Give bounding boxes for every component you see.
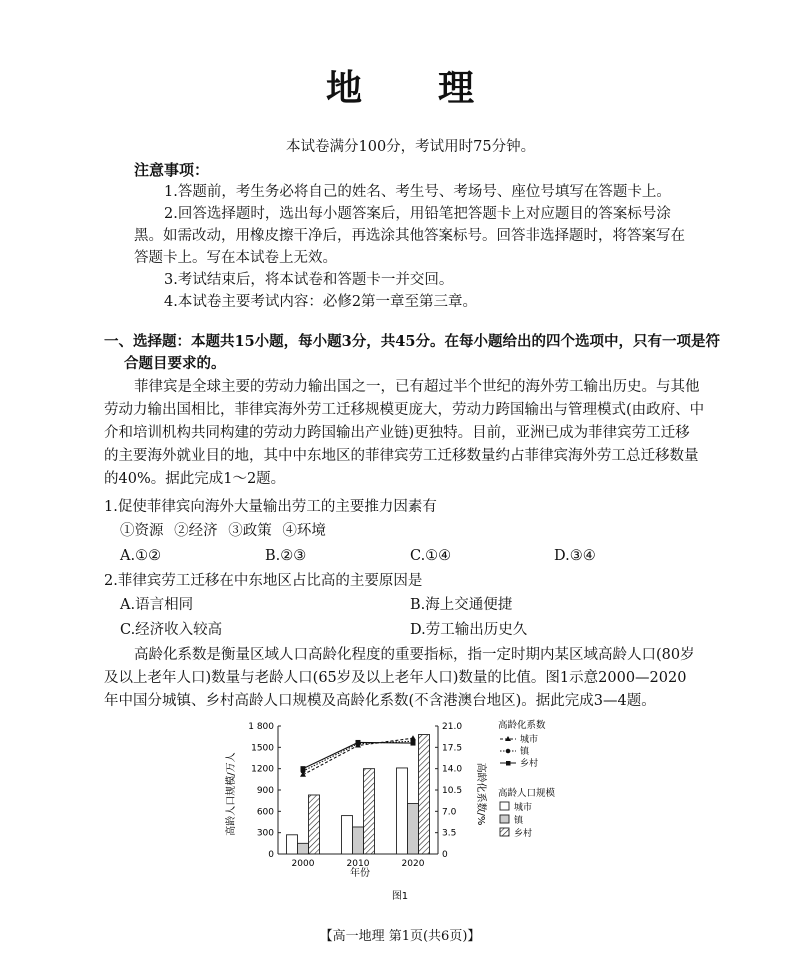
bar-1 bbox=[397, 768, 408, 854]
q1-option-d: D.③④ bbox=[554, 548, 596, 564]
legend-bar-swatch bbox=[500, 815, 509, 823]
y-right-tick-label: 10.5 bbox=[442, 786, 463, 796]
title-char-1: 地 bbox=[325, 67, 362, 109]
q1-factors: ①资源 ②经济 ③政策 ④环境 bbox=[120, 523, 326, 539]
notice-item-1: 1.答题前，考生务必将自己的姓名、考生号、考场号、座位号填写在答题卡上。 bbox=[164, 184, 671, 200]
q2-option-c: C.经济收入较高 bbox=[120, 622, 223, 638]
passage1-line-5: 的40%。据此完成1～2题。 bbox=[104, 471, 286, 487]
legend-line-label: 镇 bbox=[520, 747, 530, 757]
section-heading: 一、选择题：本题共15小题，每小题3分，共45分。在每小题给出的四个选项中，只有一项是符 bbox=[104, 333, 720, 350]
x-tick-label: 2010 bbox=[346, 859, 370, 869]
x-axis-label: 年份 bbox=[350, 868, 370, 879]
passage1-line-1: 菲律宾是全球主要的劳动力输出国之一，已有超过半个世纪的海外劳工输出历史。与其他 bbox=[134, 379, 700, 395]
notice-item-2-end: 答题卡上。写在本试卷上无效。 bbox=[134, 250, 337, 266]
legend-line-label: 乡村 bbox=[520, 759, 539, 769]
legend-line-label: 城市 bbox=[520, 735, 539, 745]
page-footer: 【高一地理 第1页(共6页)】 bbox=[319, 929, 481, 944]
y-left-tick-label: 0 bbox=[268, 850, 274, 860]
notice-item-4: 4.本试卷主要考试内容：必修2第一章至第三章。 bbox=[164, 294, 478, 310]
marker-square bbox=[356, 740, 361, 745]
legend-bar-swatch bbox=[500, 802, 509, 810]
q2-option-a: A.语言相同 bbox=[120, 597, 194, 613]
y-left-tick-label: 300 bbox=[256, 828, 274, 839]
bar-2 bbox=[408, 804, 419, 854]
y-right-tick-label: 7.0 bbox=[442, 807, 457, 818]
passage1-line-2: 劳动力输出国相比，菲律宾海外劳工迁移规模更庞大，劳动力跨国输出与管理模式(由政府、中 bbox=[104, 402, 705, 418]
legend-bar-swatch bbox=[500, 828, 509, 836]
section-heading-cont: 合题目要求的。 bbox=[124, 355, 226, 372]
q1-option-b: B.②③ bbox=[265, 548, 307, 564]
q1-option-c: C.①④ bbox=[410, 548, 452, 564]
legend-marker-square bbox=[506, 761, 511, 766]
y-left-tick-label: 1500 bbox=[251, 743, 274, 754]
notice-item-2: 2.回答选择题时，选出每小题答案后，用铅笔把答题卡上对应题目的答案标号涂 bbox=[164, 206, 671, 222]
y-left-tick-label: 1 800 bbox=[248, 722, 274, 732]
bar-3 bbox=[419, 735, 430, 854]
legend-bar-label: 镇 bbox=[514, 816, 524, 826]
bar-3 bbox=[364, 769, 375, 854]
x-tick-label: 2000 bbox=[291, 859, 315, 869]
passage2-line-1: 高龄化系数是衡量区域人口高龄化程度的重要指标，指一定时期内某区域高龄人口(80岁 bbox=[134, 647, 695, 663]
passage1-line-3: 介和培训机构共同构建的劳动力跨国输出产业链)更独特。目前，亚洲已成为菲律宾劳工迁移 bbox=[104, 425, 690, 441]
legend-bar-label: 城市 bbox=[514, 803, 533, 813]
figure-caption: 图1 bbox=[391, 891, 409, 902]
bar-3 bbox=[309, 795, 320, 854]
legend-marker-circle bbox=[506, 749, 511, 754]
y-right-tick-label: 3.5 bbox=[442, 828, 457, 839]
passage2-line-2: 及以上老年人口)数量与老龄人口(65岁及以上老年人口)数量的比值。图1示意2000—2020 bbox=[104, 670, 687, 686]
y-left-tick-label: 600 bbox=[256, 807, 274, 818]
y-left-tick-label: 1200 bbox=[251, 764, 274, 775]
q1-stem: 1.促使菲律宾向海外大量输出劳工的主要推力因素有 bbox=[104, 499, 437, 515]
q2-option-d: D.劳工输出历史久 bbox=[410, 622, 528, 638]
figure-1-chart bbox=[220, 716, 580, 906]
marker-square bbox=[301, 766, 306, 771]
y-right-tick-label: 21.0 bbox=[442, 722, 463, 732]
notice-heading: 注意事项： bbox=[134, 161, 210, 179]
passage1-line-4: 的主要海外就业目的地，其中中东地区的菲律宾劳工迁移数量约占菲律宾海外劳工总迁移数量 bbox=[104, 448, 699, 464]
exam-info: 本试卷满分100分，考试用时75分钟。 bbox=[286, 139, 536, 155]
bar-2 bbox=[298, 843, 309, 854]
y-right-tick-label: 14.0 bbox=[442, 764, 463, 775]
y-axis-left-label: 高龄人口规模/万人 bbox=[226, 752, 237, 836]
q1-option-a: A.①② bbox=[120, 548, 162, 564]
passage2-line-3: 年中国分城镇、乡村高龄人口规模及高龄化系数(不含港澳台地区)。据此完成3—4题。 bbox=[104, 693, 656, 709]
q2-option-b: B.海上交通便捷 bbox=[410, 597, 513, 613]
page-title bbox=[0, 60, 800, 111]
y-axis-right-label: 高龄化系数/% bbox=[475, 762, 486, 826]
bar-2 bbox=[353, 827, 364, 854]
y-right-tick-label: 17.5 bbox=[442, 743, 463, 754]
notice-item-3: 3.考试结束后，将本试卷和答题卡一并交回。 bbox=[164, 272, 454, 288]
legend-bar-title: 高龄人口规模 bbox=[498, 788, 556, 799]
notice-item-2-cont: 黑。如需改动，用橡皮擦干净后，再选涂其他答案标号。回答非选择题时，将答案写在 bbox=[134, 228, 685, 244]
bar-1 bbox=[342, 816, 353, 854]
title-char-2: 理 bbox=[438, 67, 475, 109]
y-left-tick-label: 900 bbox=[256, 786, 274, 796]
q2-stem: 2.菲律宾劳工迁移在中东地区占比高的主要原因是 bbox=[104, 573, 423, 589]
legend-line-title: 高龄化系数 bbox=[498, 720, 546, 731]
bar-1 bbox=[287, 835, 298, 854]
x-tick-label: 2020 bbox=[401, 859, 425, 869]
legend-bar-label: 乡村 bbox=[514, 829, 533, 839]
y-right-tick-label: 0 bbox=[442, 850, 448, 860]
marker-square bbox=[411, 741, 416, 746]
